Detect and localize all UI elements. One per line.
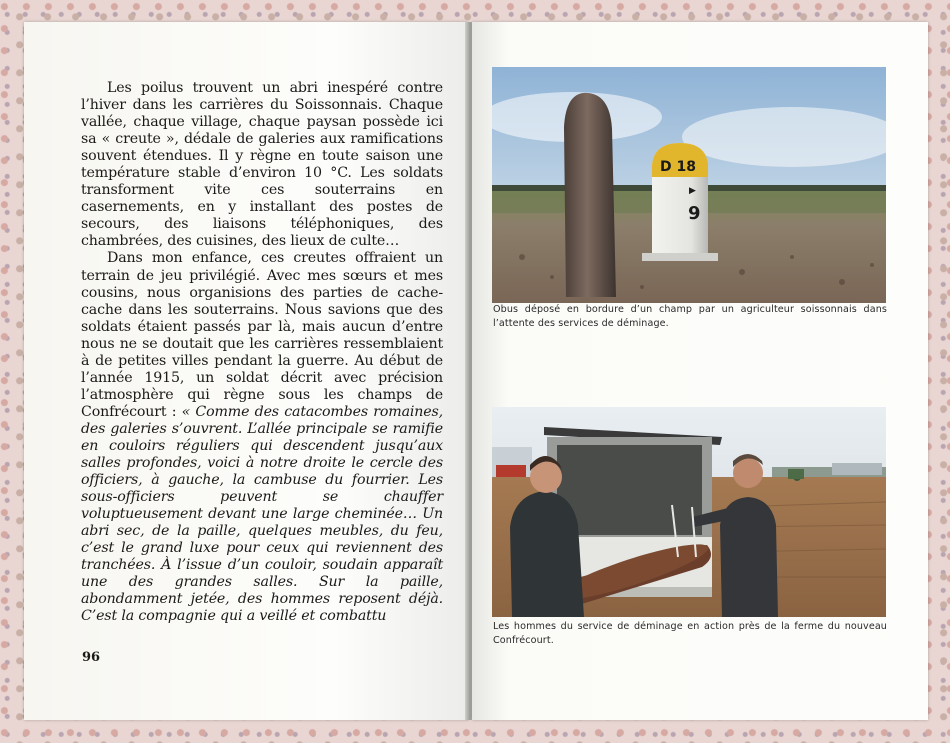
body-text xyxy=(81,80,443,626)
road-marker-label: D 18 xyxy=(660,159,696,175)
right-page xyxy=(472,22,928,720)
photo-shell-by-road-marker xyxy=(492,67,886,303)
paragraph-1: Les poilus trouvent un abri inespéré contre l’hiver dans les carrières du Soissonnais. Chaque vallée, chaque village, chaque paysan possède ici sa « creute », dédale de galeries aux ramifications souvent étendues. Il y règne en toute saison une température stable d’environ 10 °C. Les soldats transforment vite ces souterrains en casernements, en y installant des postes de secours, des liaisons téléphoniques, des chambrées, des cuisines, des lieux de culte… xyxy=(81,80,443,250)
soldier-quote: « Comme des catacombes romaines, des galeries s’ouvrent. L’allée principale se ramifie en couloirs réguliers qui descendent jusqu’aux salles profondes, voici à notre droite le cercle des officiers, à gauche, la cambuse du fourrier. Les sous-officiers peuvent se chauffer voluptueusement devant une large cheminée… Un abri sec, de la paille, quelques meubles, du feu, c’est le grand luxe pour ceux qui reviennent des tranchées. À l’issue d’un couloir, soudain apparaît une des grandes salles. Sur la paille, abondamment jetée, des hommes reposent déjà. C’est la compagnie qui a veillé et combattu xyxy=(81,403,443,625)
photo-1-caption: Obus déposé en bordure d’un champ par un agriculteur soissonnais dans l’attente des services de déminage. xyxy=(493,304,887,329)
photo-demining-team xyxy=(492,407,886,617)
open-book xyxy=(24,22,928,720)
marker-km: 9 xyxy=(688,203,701,224)
photo-2-caption: Les hommes du service de déminage en action près de la ferme du nouveau Confrécourt. xyxy=(493,621,887,646)
paragraph-2 xyxy=(81,250,443,625)
page-number: 96 xyxy=(82,650,101,665)
paragraph-2-intro: Dans mon enfance, ces creutes offraient un terrain de jeu privilégié. Avec mes sœurs et mes cousins, nous organisions des parties de cache-cache dans les souterrains. Nous savions que des soldats étaient passés par là, mais aucun d’entre nous ne se doutait que les carrières ressemblaient à de petites villes pendant la guerre. Au début de l’année 1915, un soldat décrit avec précision l’atmosphère qui règne sous les champs de Confrécourt : xyxy=(81,250,443,420)
marker-arrow: ▶ xyxy=(689,186,696,196)
left-page xyxy=(24,22,468,720)
